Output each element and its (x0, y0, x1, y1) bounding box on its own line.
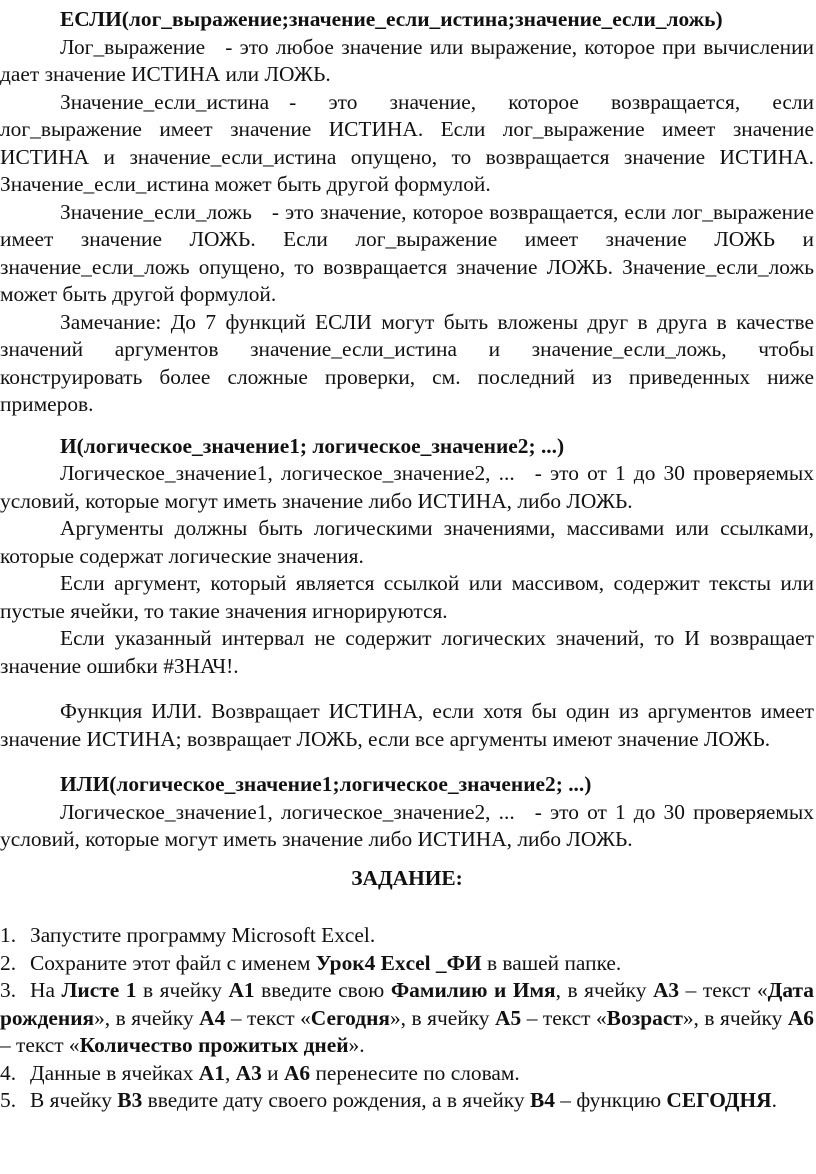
definition: - это значение, которое возвращается, если лог_выражение имеет значение ИСТИНА. Если лог_выражение имеет значение ИСТИНА и значение_если_истина опущено, то возвращается значение ИСТИНА. Значение_если_истина может быть другой формулой. (0, 89, 814, 196)
and-paragraph-3: Если аргумент, который является ссылкой или массивом, содержит тексты или пустые ячейки, то такие значения игнорируются. (0, 571, 814, 623)
term: Значение_если_истина (60, 89, 270, 114)
task-item-1: 1. Запустите программу Microsoft Excel. (0, 922, 814, 950)
item-number: 3. (0, 978, 17, 1002)
if-note-paragraph: Замечание: До 7 функций ЕСЛИ могут быть вложены друг в друга в качестве значений аргументов значение_если_истина и значение_если_ложь, чтобы конструировать более сложные проверки, см. последний из приведенных ниже примеров. (0, 309, 814, 416)
term: Логическое_значение1, логическое_значение2, ... (60, 799, 515, 824)
item-number: 5. (0, 1088, 17, 1112)
or-arguments-paragraph (0, 799, 814, 854)
item-number: 1. (0, 923, 17, 947)
if-syntax-heading: ЕСЛИ(лог_выражение;значение_если_истина;значение_если_ложь) (60, 7, 723, 31)
and-syntax-heading: И(логическое_значение1; логическое_значение2; ...) (60, 433, 565, 458)
or-intro-paragraph: Функция ИЛИ. Возвращает ИСТИНА, если хотя бы один из аргументов имеет значение ИСТИНА; возвращает ЛОЖЬ, если все аргументы имеют значение ЛОЖЬ. (0, 699, 814, 751)
task-item-4: 4. Данные в ячейках А1, А3 и А6 перенесите по словам. (0, 1060, 814, 1088)
if-true-value-paragraph (0, 89, 814, 199)
if-false-value-paragraph (0, 199, 814, 309)
task-item-3: 3. На Листе 1 в ячейку А1 введите свою Фамилию и Имя, в ячейку А3 – текст «Дата рождения», в ячейку А4 – текст «Сегодня», в ячейку А5 – текст «Возраст», в ячейку А6 – текст «Количество прожитых дней». (0, 978, 815, 1057)
term: Значение_если_ложь (60, 199, 252, 224)
term: Логическое_значение1, логическое_значение2, ... (60, 461, 515, 485)
item-number: 2. (0, 950, 17, 975)
item-number: 4. (0, 1060, 17, 1085)
definition: - это от 1 до 30 проверяемых условий, которые могут иметь значение либо ИСТИНА, либо ЛОЖЬ. (0, 461, 815, 513)
term: Лог_выражение (60, 34, 206, 59)
or-syntax-heading: ИЛИ(логическое_значение1;логическое_значение2; ...) (60, 772, 592, 796)
if-logical-expression-paragraph (0, 34, 814, 89)
and-paragraph-2: Аргументы должны быть логическими значениями, массивами или ссылками, которые содержат логические значения. (0, 516, 814, 568)
task-item-5: 5. В ячейку В3 введите дату своего рождения, а в ячейку В4 – функцию СЕГОДНЯ. (0, 1087, 814, 1115)
and-arguments-paragraph (0, 460, 814, 515)
and-paragraph-4: Если указанный интервал не содержит логических значений, то И возвращает значение ошибки #ЗНАЧ!. (0, 626, 814, 678)
task-title: ЗАДАНИЕ: (351, 865, 463, 890)
definition: - это любое значение или выражение, которое при вычислении дает значение ИСТИНА или ЛОЖЬ. (0, 34, 814, 86)
definition: - это значение, которое возвращается, если лог_выражение имеет значение ЛОЖЬ. Если лог_выражение имеет значение ЛОЖЬ и значение_если_ложь опущено, то возвращается значение ЛОЖЬ. Значение_если_ложь может быть другой формулой. (0, 199, 814, 306)
task-item-2: 2. Сохраните этот файл с именем Урок4 Excel _ФИ в вашей папке. (0, 950, 814, 978)
definition: - это от 1 до 30 проверяемых условий, которые могут иметь значение либо ИСТИНА, либо ЛОЖЬ. (0, 799, 815, 851)
